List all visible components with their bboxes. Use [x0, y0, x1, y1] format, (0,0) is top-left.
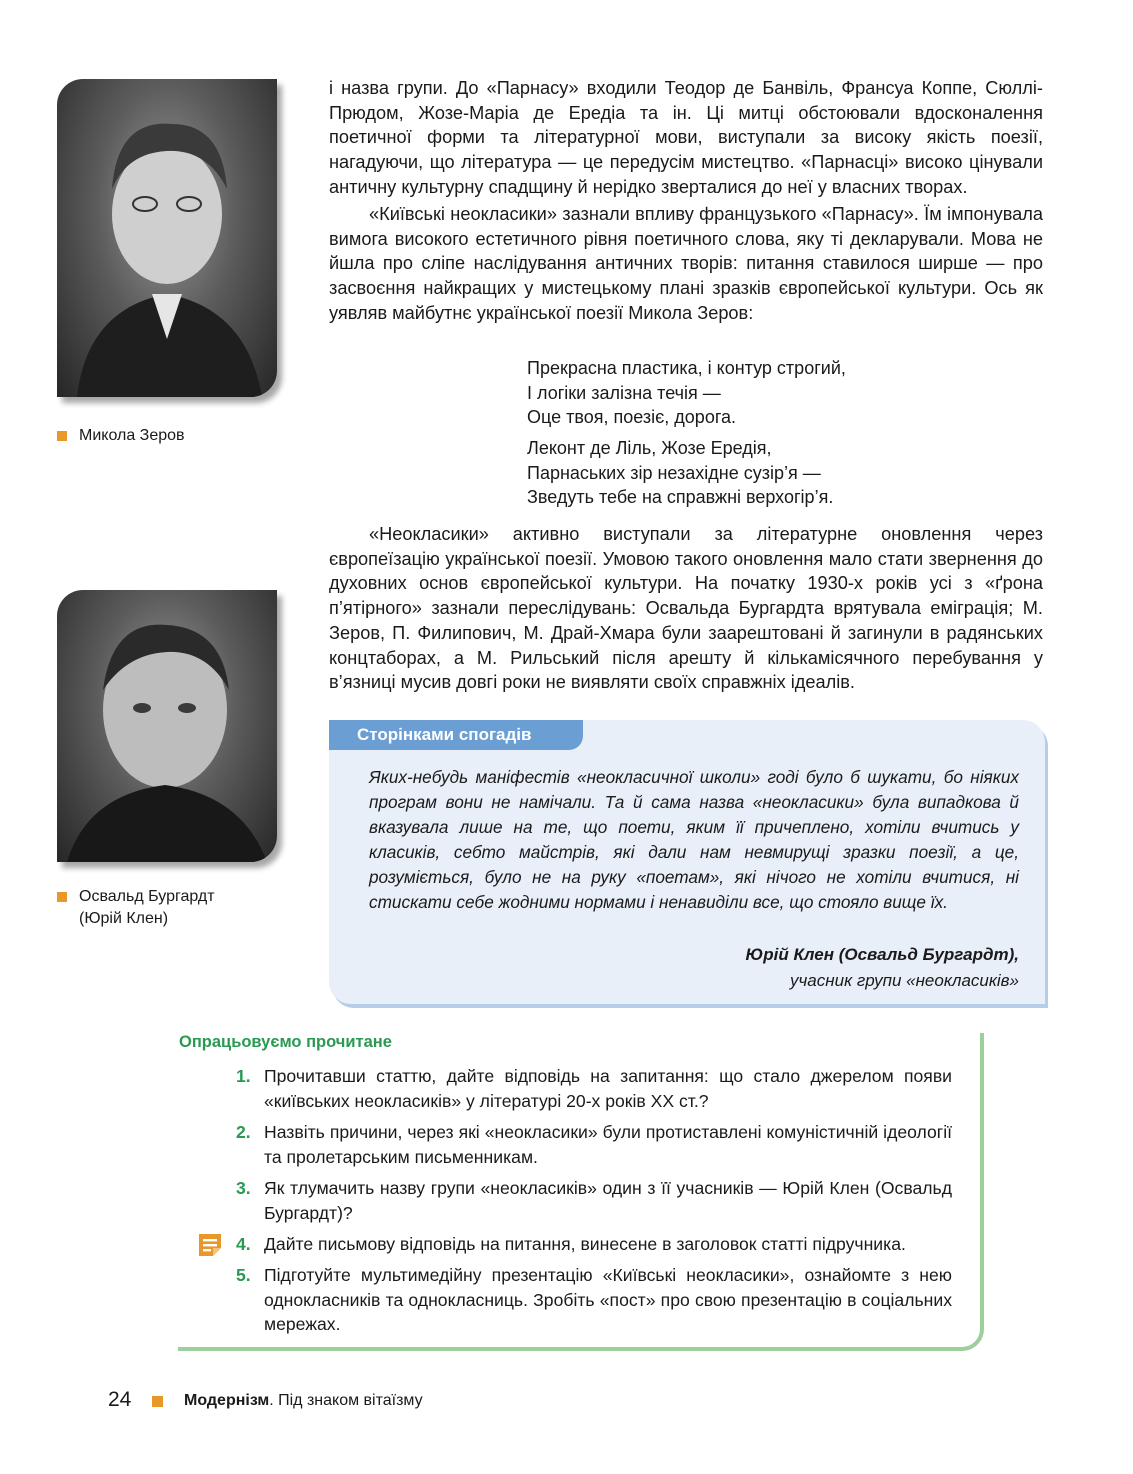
task-item: 2. Назвіть причини, через які «неокласики» були протиставлені комуністичній ідеології та пролетарським письменникам. — [236, 1122, 952, 1167]
caption-zerov: Микола Зеров — [57, 425, 185, 447]
paragraph-europeanization: «Неокласики» активно виступали за літературне оновлення через європеїзацію української поезії. Умовою такого оновлення мало стати звернення до духовних основ європейської культури. На початку 1930-х років усі з «ґрона п’ятірного» зазнали переслідувань: Освальда Бургардта врятувала еміграція; М. Зеров, П. Филипович, М. Драй-Хмара були заарештовані й загинули в радянських концтаборах, а М. Рильський після арешту й кількамісячного перебування у в’язниці мусив довгі роки не виявляти своїх справжніх ідеалів. — [329, 524, 1043, 693]
page-number: 24 — [108, 1388, 132, 1411]
paragraph-kyiv-neoclassics: «Київські неокласики» зазнали впливу французького «Парнасу». Їм імпонувала вимога високого естетичного рівня поетичного слова, яку ті декларували. Мова не йшла про сліпе наслідування античних творів: питання ставилося ширше — про засвоєння найкращих у мистецькому плані зразків європейської культури. Ось як уявляв майбутнє української поезії Микола Зеров: — [329, 204, 1043, 323]
task-item: 3. Як тлумачить назву групи «неокласиків» один з її учасників — Юрій Клен (Освальд Бургардт)? — [236, 1178, 952, 1223]
portrait-oswald-burghardt — [57, 590, 277, 862]
paragraph-parnassus: і назва групи. До «Парнасу» входили Теодор де Банвіль, Франсуа Коппе, Сюллі-Прюдом, Жозе-Маріа де Ередіа та ін. Ці митці обстоювали вдосконалення поетичної форми та літературної мови, виступали за високу якість поезії, нагадуючи, що література — це передусім мистецтво. «Парнасці» високо цінували античну культурну спадщину й нерідко зверталися до неї у власних творах. — [329, 78, 1043, 197]
task-item: 4. Дайте письмову відповідь на питання, винесене в заголовок статті підручника. — [236, 1234, 906, 1254]
memoir-title: Сторінками спогадів — [329, 720, 583, 750]
memoir-quote: Яких-небудь маніфестів «неокласичної школи» годі було б шукати, бо ніяких програм вони не намічали. Та й сама назва «неокласики» була випадкова й вказувала лише на те, що поети, яким її причеплено, хотіли вчитись у класиків, себто майстрів, які дали нам невмирущі зразки поезії, а це, розуміється, було не на руку «поетам», які нічого не хотіли вчитися, ні стискати себе жодними нормами і ненавиділи все, що стояло вище їх. — [369, 767, 1019, 912]
task-item: 1. Прочитавши статтю, дайте відповідь на запитання: що стало джерелом появи «київських неокласиків» у літературі 20-х років XX ст.? — [236, 1066, 952, 1111]
poem-stanza-2: Леконт де Ліль, Жозе Ередія, Парнаських зір незахідне сузір’я — Зведуть тебе на справжні верхогір’я. — [527, 438, 834, 508]
poem-stanza-1: Прекрасна пластика, і контур строгий, І логіки залізна течія — Оце твоя, поезіє, дорога. — [527, 358, 846, 428]
portrait-photo-icon — [57, 79, 277, 397]
portrait-mykola-zerov — [57, 79, 277, 397]
bullet-square-icon — [57, 892, 67, 902]
written-answer-icon — [196, 1231, 224, 1259]
bullet-square-icon — [57, 431, 67, 441]
footer-square-icon — [152, 1396, 163, 1407]
task-item: 5. Підготуйте мультимедійну презентацію «Київські неокласики», ознайомте з нею однокласників та однокласниць. Зробіть «пост» про свою презентацію в соціальних мережах. — [236, 1265, 952, 1335]
portrait-photo-icon — [57, 590, 277, 862]
tasks-heading: Опрацьовуємо прочитане — [179, 1033, 392, 1051]
memoir-attribution — [746, 942, 1019, 994]
section-title: Модернізм. Під знаком вітаїзму — [184, 1392, 423, 1409]
memoir-author-role: учасник групи «неокласиків» — [790, 971, 1019, 990]
memoir-author: Юрій Клен (Освальд Бургардт), — [745, 945, 1019, 964]
caption-burghardt: Освальд Бургардт (Юрій Клен) — [57, 886, 215, 930]
